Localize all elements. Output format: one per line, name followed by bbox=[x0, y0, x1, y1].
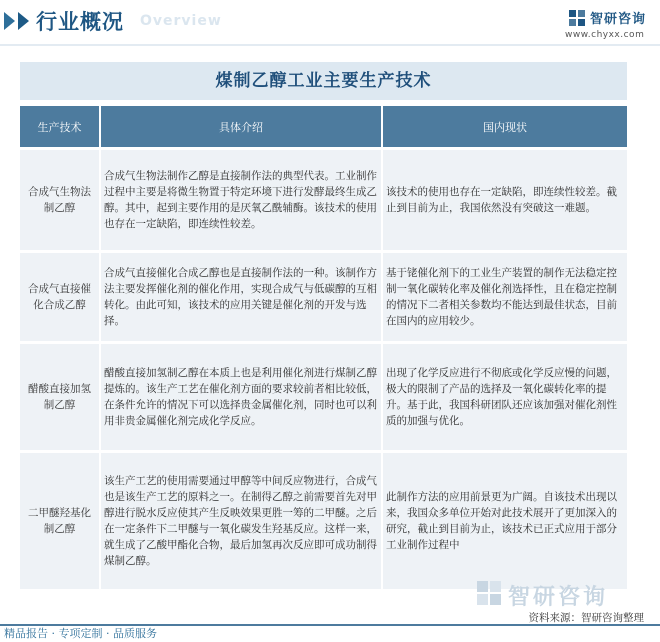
technology-intro: 醋酸直接加氢制乙醇在本质上也是利用催化剂进行煤制乙醇提炼的。该生产工艺在催化剂方面的要求较前者相比较低，在条件允许的情况下可以选择贵金属催化剂，同时也可以利用非贵金属催化剂完成化学反应。 bbox=[100, 343, 382, 452]
table-row bbox=[20, 343, 627, 452]
technology-name: 二甲醚羟基化制乙醇 bbox=[20, 452, 100, 590]
page-header bbox=[0, 0, 660, 42]
domestic-status: 基于铑催化剂下的工业生产装置的制作无法稳定控制一氧化碳转化率及催化剂选择性，且在稳定控制的情况下二者相关参数均不能达到最佳状态，目前在国内的应用较少。 bbox=[382, 252, 627, 343]
technology-name: 合成气生物法制乙醇 bbox=[20, 149, 100, 252]
column-header: 生产技术 bbox=[20, 106, 100, 149]
technology-intro: 该生产工艺的使用需要通过甲醇等中间反应物进行，合成气也是该生产工艺的原料之一。在制得乙醇之前需要首先对甲醇进行脱水反应使其产生反映效果更胜一筹的二甲醚。之后在一定条件下二甲醚与一氧化碳发生羟基反应。这样一来，就生成了乙酸甲酯化合物，最后加氢再次反应即可成功制得煤制乙醇。 bbox=[100, 452, 382, 590]
domestic-status: 出现了化学反应进行不彻底或化学反应慢的问题，极大的限制了产品的选择及一氧化碳转化率的提升。基于此，我国科研团队还应该加强对催化剂性质的加强与优化。 bbox=[382, 343, 627, 452]
brand-name: 智研咨询 bbox=[590, 12, 647, 27]
technology-intro: 合成气直接催化合成乙醇也是直接制作法的一种。该制作方法主要发挥催化剂的催化作用，实现合成气与低碳醇的互相转化。由此可知，该技术的应用关键是催化剂的开发与选择。 bbox=[100, 252, 382, 343]
header-divider bbox=[0, 44, 660, 46]
table-row bbox=[20, 252, 627, 343]
column-header: 国内现状 bbox=[382, 106, 627, 149]
table-header-row bbox=[20, 106, 627, 149]
watermark-logo-icon bbox=[476, 580, 502, 606]
section-watermark: Overview bbox=[140, 13, 222, 29]
brand-logo-icon bbox=[568, 9, 586, 27]
section-title: 行业概况 bbox=[36, 10, 124, 34]
watermark-brand: 智研咨询 bbox=[508, 585, 609, 610]
technology-table bbox=[20, 106, 627, 589]
technology-name: 合成气直接催化合成乙醇 bbox=[20, 252, 100, 343]
domestic-status: 该技术的使用也存在一定缺陷，即连续性较差。截止到目前为止，我国依然没有突破这一难题。 bbox=[382, 149, 627, 252]
chevron-right-icon bbox=[18, 12, 29, 30]
domestic-status: 此制作方法的应用前景更为广阔。自该技术出现以来，我国众多单位开始对此技术展开了更加深入的研究，截止到目前为止，该技术已正式应用于部分工业制作过程中 bbox=[382, 452, 627, 590]
table-row bbox=[20, 452, 627, 590]
source-note: 资料来源：智研咨询整理 bbox=[528, 612, 644, 624]
technology-intro: 合成气生物法制作乙醇是直接制作法的典型代表。工业制作过程中主要是将微生物置于特定环境下进行发酵最终生成乙醇。其中，起到主要作用的是厌氧乙酰辅酶。该技术的使用也存在一定缺陷，即连续性较差。 bbox=[100, 149, 382, 252]
column-header: 具体介绍 bbox=[100, 106, 382, 149]
technology-name: 醋酸直接加氢制乙醇 bbox=[20, 343, 100, 452]
footer-services: 精品报告 · 专项定制 · 品质服务 bbox=[4, 627, 157, 640]
chevron-right-icon bbox=[4, 12, 15, 30]
table-title: 煤制乙醇工业主要生产技术 bbox=[215, 71, 432, 91]
brand-url: www.chyxx.com bbox=[565, 30, 645, 40]
table-row bbox=[20, 149, 627, 252]
